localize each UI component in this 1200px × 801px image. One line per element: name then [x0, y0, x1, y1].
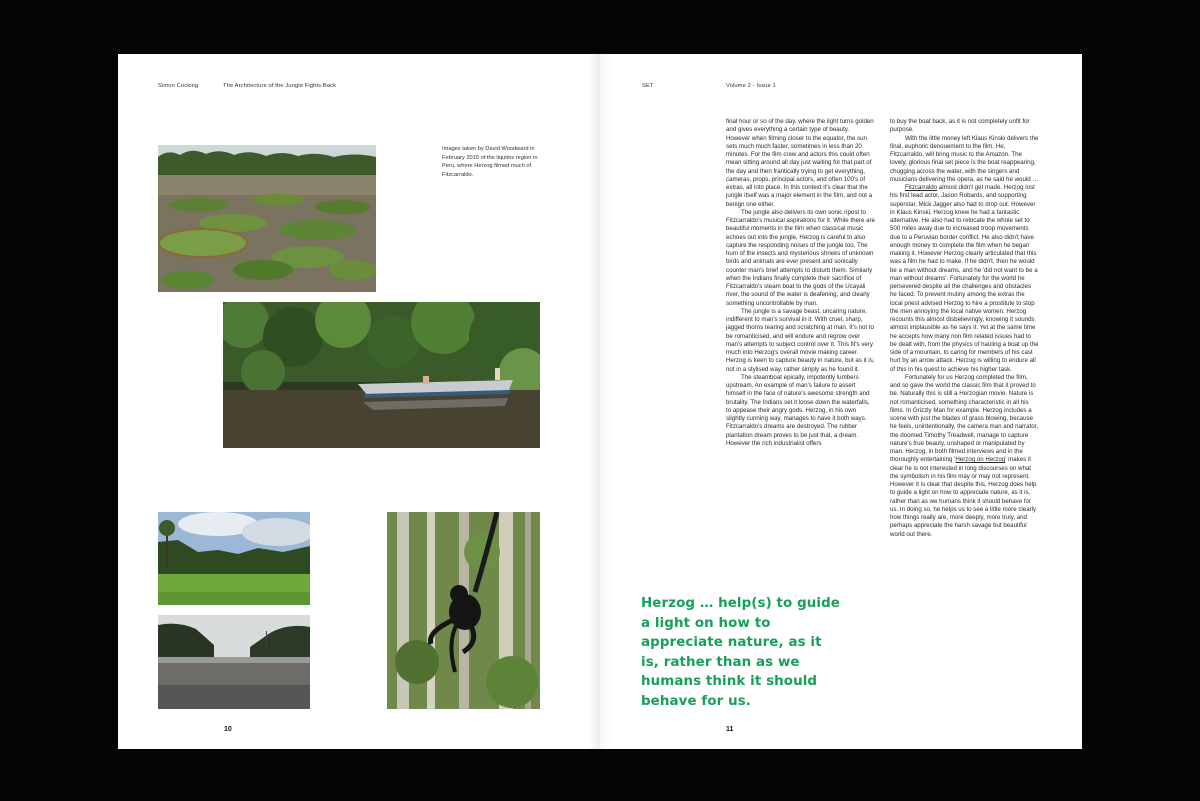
- monkey-photo: [387, 512, 540, 709]
- header-issue: Volume 2 - Issue 1: [726, 83, 776, 89]
- pull-quote: Herzog … help(s) to guide a light on how to appreciate nature, as it is, rather than as we humans think it should behave for us.: [641, 596, 840, 709]
- header-author: Simon Cocking: [158, 83, 199, 89]
- header-article-title: The Architecture of the Jungle Fights Back: [223, 83, 337, 89]
- col2-paragraph-3-text: almost didn't get made. Herzog lost his first lead actor, Jason Robards, and supporting superstar, Mick Jagger also had to drop out. However in Klaus Kinski, Herzog knew he had a fantastic alternative. He also had to relocate the whole set to 500 miles away due to increased troop movements due to a Peruvian border conflict. He also didn't have enough money to complete the film when he began making it. However Herzog clearly articulated that this was a film he had to make. If he didn't, then he would be a man without dreams, and he 'did not want to be a man without dreams'. Fortunately for the world he persevered despite all the challenges and obstacles he faced. To prevent mutiny among the extras the local priest advised Herzog to hire a prostitute to stop the men annoying the local native women. Herzog recounts this almost disbelievingly, knowing it sounds almost implausible as he says it. Yet at the same time he accepts how many non film related issues had to be dealt with, from the physics of hauling a boat up the side of a mountain, to caring for members of his cast hurt by an arrow attack. Herzog is willing to endure all of this in his quest to achieve his higher task.: [890, 184, 1039, 373]
- photo-caption: Images taken by David Woodward in February 2015 of the liquitos region in Peru, where Herzog filmed much of Fitzcarraldo.: [442, 146, 538, 178]
- body-column-1: [726, 118, 875, 448]
- col1-paragraph-2: The jungle also delivers its own sonic ripost to Fitzcarraldo's musical aspirations for it. While there are beautiful moments in the film when classical music echoes out into the jungle, Herzog is careful to also capture the responding noises of the jungle too. The hum of the insects and mysterious shrieks of unknown birds and animals are ever present and sonically counter man's brief attempts to disturb them. Similarly when the Indians finally complete their sacrifice of Fitzcarraldo's steam boat to the gods of the Ucayali river, the sound of the water is deafening, and clearly something uncontrollable by man.: [726, 208, 875, 307]
- col2-paragraph-3: [890, 184, 1039, 374]
- herzog-on-herzog-link[interactable]: Herzog on Herzog: [955, 456, 1006, 464]
- grassland-photo: [158, 512, 310, 605]
- col2-paragraph-1: to buy the boat back, as it is not completely unfit for purpose.: [890, 118, 1030, 134]
- col1-paragraph-1: final hour or so of the day, where the light turns golden and gives everything a certain type of beauty. However when filming closer to the equator, the sun sets much much faster, sometimes in less than 20 minutes. For the film crew and actors this could often mean sitting around all day just waiting for that part of the day and then frantically trying to get everything, cameras, props, principal actors, and often 100's of extras, all into place. In this context it's clear that the jungle itself was a major element in the film, and not a benign one either.: [726, 118, 874, 208]
- page-number-right: 11: [726, 726, 734, 733]
- lily-pads-photo: [158, 145, 376, 292]
- fitzcarraldo-link[interactable]: Fitzcarraldo: [905, 184, 938, 191]
- grey-river-photo: [158, 615, 310, 709]
- body-column-2: [890, 118, 1039, 539]
- left-page: [118, 54, 600, 749]
- right-page: [600, 54, 1082, 749]
- page-number-left: 10: [224, 726, 232, 733]
- col2-paragraph-4-text-b: ' makes it clear he is not interested in long discourses on what the symbolism in his film may or may not represent. However it is clear that despite this, Herzog does help to guide a light on how to appreciate nature, as it is, rather than as we humans think it should behave for us. In doing so, he helps us to see a little more clearly how things really are, more deeply, more truly, and perhaps appreciate the harsh savage but beautiful world out there.: [890, 456, 1037, 538]
- col2-paragraph-4: [890, 374, 1039, 539]
- col2-paragraph-4-text-a: Fortunately for us Herzog completed the film, and so gave the world the classic film that it proved to be. Naturally this is still a Herzogian movie. Nature is not romanticised, something characteristic in all his films. In Grizzly Man for example. Herzog includes a scene with just the blades of grass blowing, because he feels, unintentionally, the camera man and narrator, the doomed Timothy Treadwell, manage to capture nature's true beauty, unshaped or manipulated by man. Herzog, in both filmed interviews and in the thoroughly entertaining ': [890, 373, 1039, 464]
- col2-paragraph-2: With the little money left Klaus Kinski delivers the final, euphoric denouement to the film. He, Fitzcarraldo, will bring music to the Amazon. The lovely, glorious final set piece is the boat reappearing, chugging across the water, with the singers and musicians delivering the opera, as he said he would …: [890, 134, 1039, 183]
- magazine-spread: [118, 54, 1082, 749]
- canoe-river-photo: [223, 302, 540, 448]
- col1-paragraph-4: The steamboat epically, impotently lumbers upstream. An example of man's failure to assert himself in the face of nature's awesome strength and brutality. The Indians set it loose down the waterfalls, to appease their angry gods. Herzog, in his own slightly cunning way, manages to have it both ways. Fitzcarraldo's dreams are destroyed. The rubber plantation dream proves to be just that, a dream. However the rich industrialist offers: [726, 373, 870, 447]
- col1-paragraph-3: The jungle is a savage beast, uncaring nature, indifferent to man's survival in it. With cruel, sharp, jagged thorns tearing and scratching at man. It's not to be romanticised, and will endure and regrow over man's attempts to subject control over it. This fit's very much into Herzog's overall movie making career. Herzog is keen to capture beauty in nature, but as it is, not in a stylised way, rather simply as he found it.: [726, 307, 875, 373]
- header-magazine: SET: [642, 83, 654, 89]
